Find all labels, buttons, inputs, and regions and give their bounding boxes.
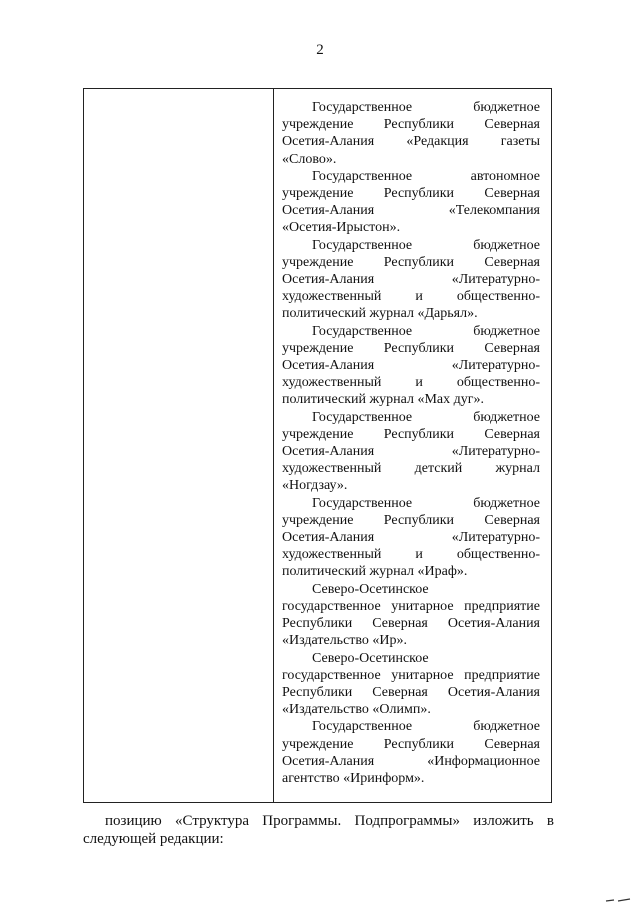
entry-line: Осетия-Алания «Редакция газеты bbox=[282, 134, 540, 150]
entry-line: «Осетия-Ирыстон». bbox=[282, 220, 401, 236]
entry-line: учреждение Республики Северная bbox=[282, 512, 540, 528]
footer-line-1: позицию «Структура Программы. Подпрограммы» изложить в bbox=[105, 813, 554, 829]
organization-entry bbox=[282, 495, 540, 581]
entry-line: Республики Северная Осетия-Алания bbox=[282, 684, 540, 700]
organizations-table bbox=[83, 88, 552, 803]
entry-line: политический журнал «Ираф». bbox=[282, 564, 468, 580]
entry-line: Республики Северная Осетия-Алания bbox=[282, 616, 540, 632]
entry-line: Осетия-Алания «Литературно- bbox=[282, 530, 540, 546]
entry-line: учреждение Республики Северная bbox=[282, 254, 540, 270]
organization-entry bbox=[282, 581, 540, 650]
entry-line: Осетия-Алания «Телекомпания bbox=[282, 203, 540, 219]
entry-line: художественный и общественно- bbox=[282, 547, 540, 563]
entry-line: Государственное бюджетное bbox=[312, 100, 540, 115]
organization-entry bbox=[282, 168, 540, 237]
entry-line: учреждение Республики Северная bbox=[282, 736, 540, 752]
entry-line: Осетия-Алания «Литературно- bbox=[282, 444, 540, 460]
entry-line: государственное унитарное предприятие bbox=[282, 667, 540, 683]
entry-line: учреждение Республики Северная bbox=[282, 186, 540, 202]
entry-line: политический журнал «Дарьял». bbox=[282, 306, 478, 322]
entry-line: Осетия-Алания «Литературно- bbox=[282, 358, 540, 374]
entry-line: Государственное бюджетное bbox=[312, 495, 540, 511]
entry-line: политический журнал «Мах дуг». bbox=[282, 392, 485, 408]
entry-line: Государственное бюджетное bbox=[312, 237, 540, 253]
organization-entry bbox=[282, 650, 540, 719]
entry-line: Осетия-Алания «Литературно- bbox=[282, 272, 540, 288]
entry-line: агентство «Иринформ». bbox=[282, 770, 425, 786]
entry-line: Государственное бюджетное bbox=[312, 409, 540, 425]
entry-line: Северо-Осетинское bbox=[312, 581, 429, 597]
entry-line: художественный и общественно- bbox=[282, 375, 540, 391]
entry-line: Государственное бюджетное bbox=[312, 719, 540, 735]
footer-paragraph bbox=[83, 812, 554, 848]
organization-entry bbox=[282, 237, 540, 323]
entry-line: «Слово». bbox=[282, 151, 337, 167]
entry-line: Государственное автономное bbox=[312, 168, 540, 184]
entry-line: Северо-Осетинское bbox=[312, 650, 429, 666]
organization-entry bbox=[282, 323, 540, 409]
organization-entry bbox=[282, 99, 540, 168]
footer-line-2: следующей редакции: bbox=[83, 831, 224, 847]
entry-line: учреждение Республики Северная bbox=[282, 117, 540, 133]
organization-entry bbox=[282, 409, 540, 495]
entry-line: «Издательство «Олимп». bbox=[282, 702, 431, 718]
entry-line: Осетия-Алания «Информационное bbox=[282, 753, 540, 769]
table-column-divider bbox=[273, 89, 274, 802]
entry-line: художественный детский журнал bbox=[282, 461, 540, 477]
entry-line: учреждение Республики Северная bbox=[282, 340, 540, 356]
entry-line: художественный и общественно- bbox=[282, 289, 540, 305]
page-edge-mark bbox=[604, 897, 632, 903]
page-number: 2 bbox=[316, 42, 324, 58]
entry-line: «Издательство «Ир». bbox=[282, 633, 408, 649]
table-right-cell bbox=[282, 99, 540, 787]
organization-entry bbox=[282, 718, 540, 787]
entry-line: учреждение Республики Северная bbox=[282, 426, 540, 442]
entry-line: государственное унитарное предприятие bbox=[282, 598, 540, 614]
entry-line: «Ногдзау». bbox=[282, 478, 348, 494]
entry-line: Государственное бюджетное bbox=[312, 323, 540, 339]
